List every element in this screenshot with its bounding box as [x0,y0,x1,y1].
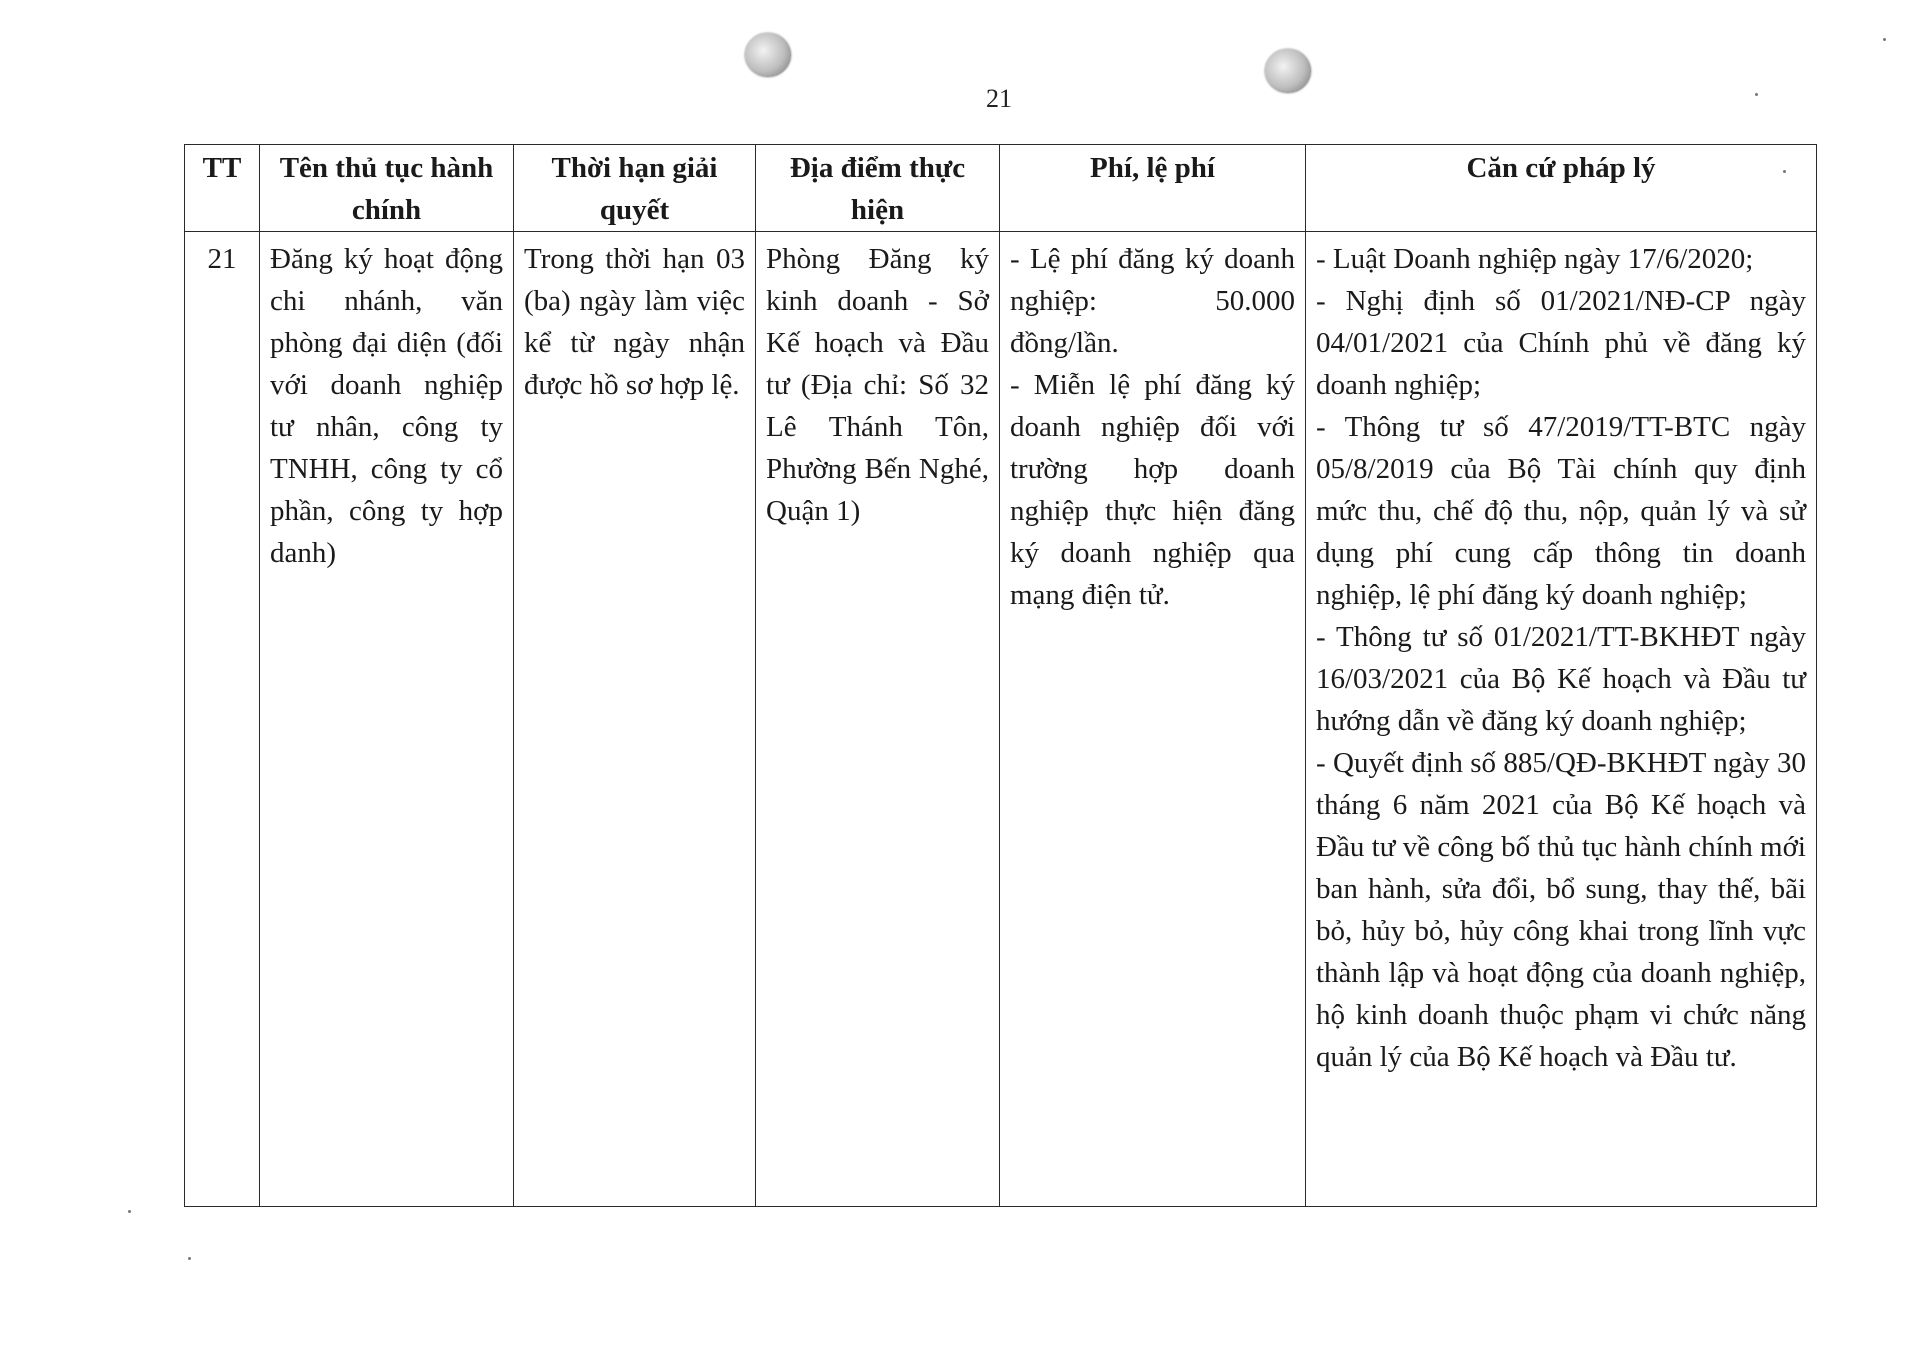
table-header-row [185,145,1817,232]
header-processing-time: Thời hạn giải quyết [514,145,756,232]
page-number: 21 [986,84,1012,113]
procedure-table [184,144,1817,1207]
header-legal-basis: Căn cứ pháp lý [1306,145,1817,232]
legal-basis-item: - Thông tư số 01/2021/TT-BKHĐT ngày 16/03/2021 của Bộ Kế hoạch và Đầu tư hướng dẫn về đăng ký doanh nghiệp; [1316,621,1806,737]
cell-fees [1000,232,1306,1207]
cell-location: Phòng Đăng ký kinh doanh - Sở Kế hoạch và Đầu tư (Địa chỉ: Số 32 Lê Thánh Tôn, Phường Bến Nghé, Quận 1) [756,232,1000,1207]
legal-basis-item: - Quyết định số 885/QĐ-BKHĐT ngày 30 tháng 6 năm 2021 của Bộ Kế hoạch và Đầu tư về công bố thủ tục hành chính mới ban hành, sửa đổi, bổ sung, thay thế, bãi bỏ, hủy bỏ, hủy công khai trong lĩnh vực thành lập và hoạt động của doanh nghiệp, hộ kinh doanh thuộc phạm vi chức năng quản lý của Bộ Kế hoạch và Đầu tư. [1316,747,1806,1073]
legal-basis-item: - Thông tư số 47/2019/TT-BTC ngày 05/8/2019 của Bộ Tài chính quy định mức thu, chế độ thu, nộp, quản lý và sử dụng phí cung cấp thông tin doanh nghiệp, lệ phí đăng ký doanh nghiệp; [1316,411,1806,611]
header-fees: Phí, lệ phí [1000,145,1306,232]
legal-basis-item: - Nghị định số 01/2021/NĐ-CP ngày 04/01/2021 của Chính phủ về đăng ký doanh nghiệp; [1316,285,1806,401]
scan-speck [188,1257,191,1260]
legal-basis-item: - Luật Doanh nghiệp ngày 17/6/2020; [1316,243,1754,275]
scan-speck [128,1210,131,1213]
cell-legal-basis [1306,232,1817,1207]
header-location: Địa điểm thực hiện [756,145,1000,232]
fee-item: - Lệ phí đăng ký doanh nghiệp: 50.000 đồng/lần. [1010,243,1295,359]
scan-speck [1883,38,1886,41]
cell-processing-time: Trong thời hạn 03 (ba) ngày làm việc kể từ ngày nhận được hồ sơ hợp lệ. [514,232,756,1207]
fee-item: - Miễn lệ phí đăng ký doanh nghiệp đối với trường hợp doanh nghiệp thực hiện đăng ký doanh nghiệp qua mạng điện tử. [1010,369,1295,611]
header-procedure-name: Tên thủ tục hành chính [260,145,514,232]
cell-procedure-name: Đăng ký hoạt động chi nhánh, văn phòng đại diện (đối với doanh nghiệp tư nhân, công ty TNHH, công ty cổ phần, công ty hợp danh) [260,232,514,1207]
header-tt: TT [185,145,260,232]
table-row [185,232,1817,1207]
cell-tt: 21 [185,232,260,1207]
punch-hole [745,33,791,77]
